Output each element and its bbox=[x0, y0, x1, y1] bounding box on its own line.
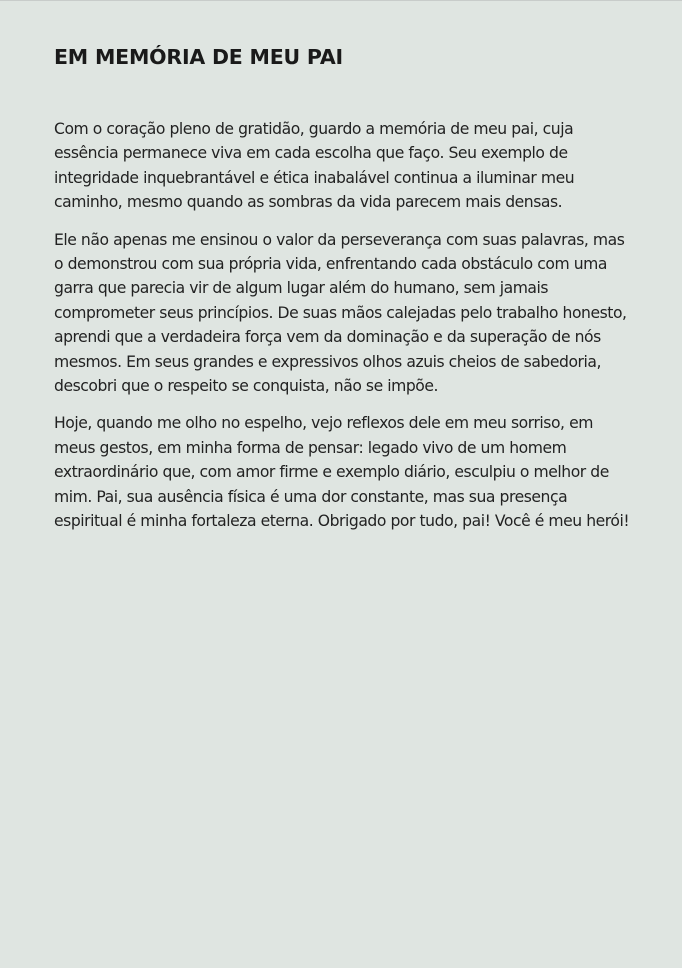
page-title: EM MEMÓRIA DE MEU PAI bbox=[54, 45, 343, 69]
paragraph-3: Hoje, quando me olho no espelho, vejo reflexos dele em meu sorriso, em meus gestos, em minha forma de pensar: legado vivo de um homem extraordinário que, com amor firme e exemplo diário, esculpiu o melhor de mim. Pai, sua ausência física é uma dor constante, mas sua presença espiritual é minha fortaleza eterna. Obrigado por tudo, pai! Você é meu herói! bbox=[54, 414, 630, 531]
paragraph-2: Ele não apenas me ensinou o valor da perseverança com suas palavras, mas o demonstrou com sua própria vida, enfrentando cada obstáculo com uma garra que parecia vir de algum lugar além do humano, sem jamais comprometer seus princípios. De suas mãos calejadas pelo trabalho honesto, aprendi que a verdadeira força vem da dominação e da superação de nós mesmos. Em seus grandes e expressivos olhos azuis cheios de sabedoria, descobri que o respeito se conquista, não se impõe. bbox=[54, 230, 627, 396]
document-body bbox=[54, 117, 632, 534]
paragraph-1: Com o coração pleno de gratidão, guardo a memória de meu pai, cuja essência permanece viva em cada escolha que faço. Seu exemplo de integridade inquebrantável e ética inabalável continua a iluminar meu caminho, mesmo quando as sombras da vida parecem mais densas. bbox=[54, 120, 575, 212]
